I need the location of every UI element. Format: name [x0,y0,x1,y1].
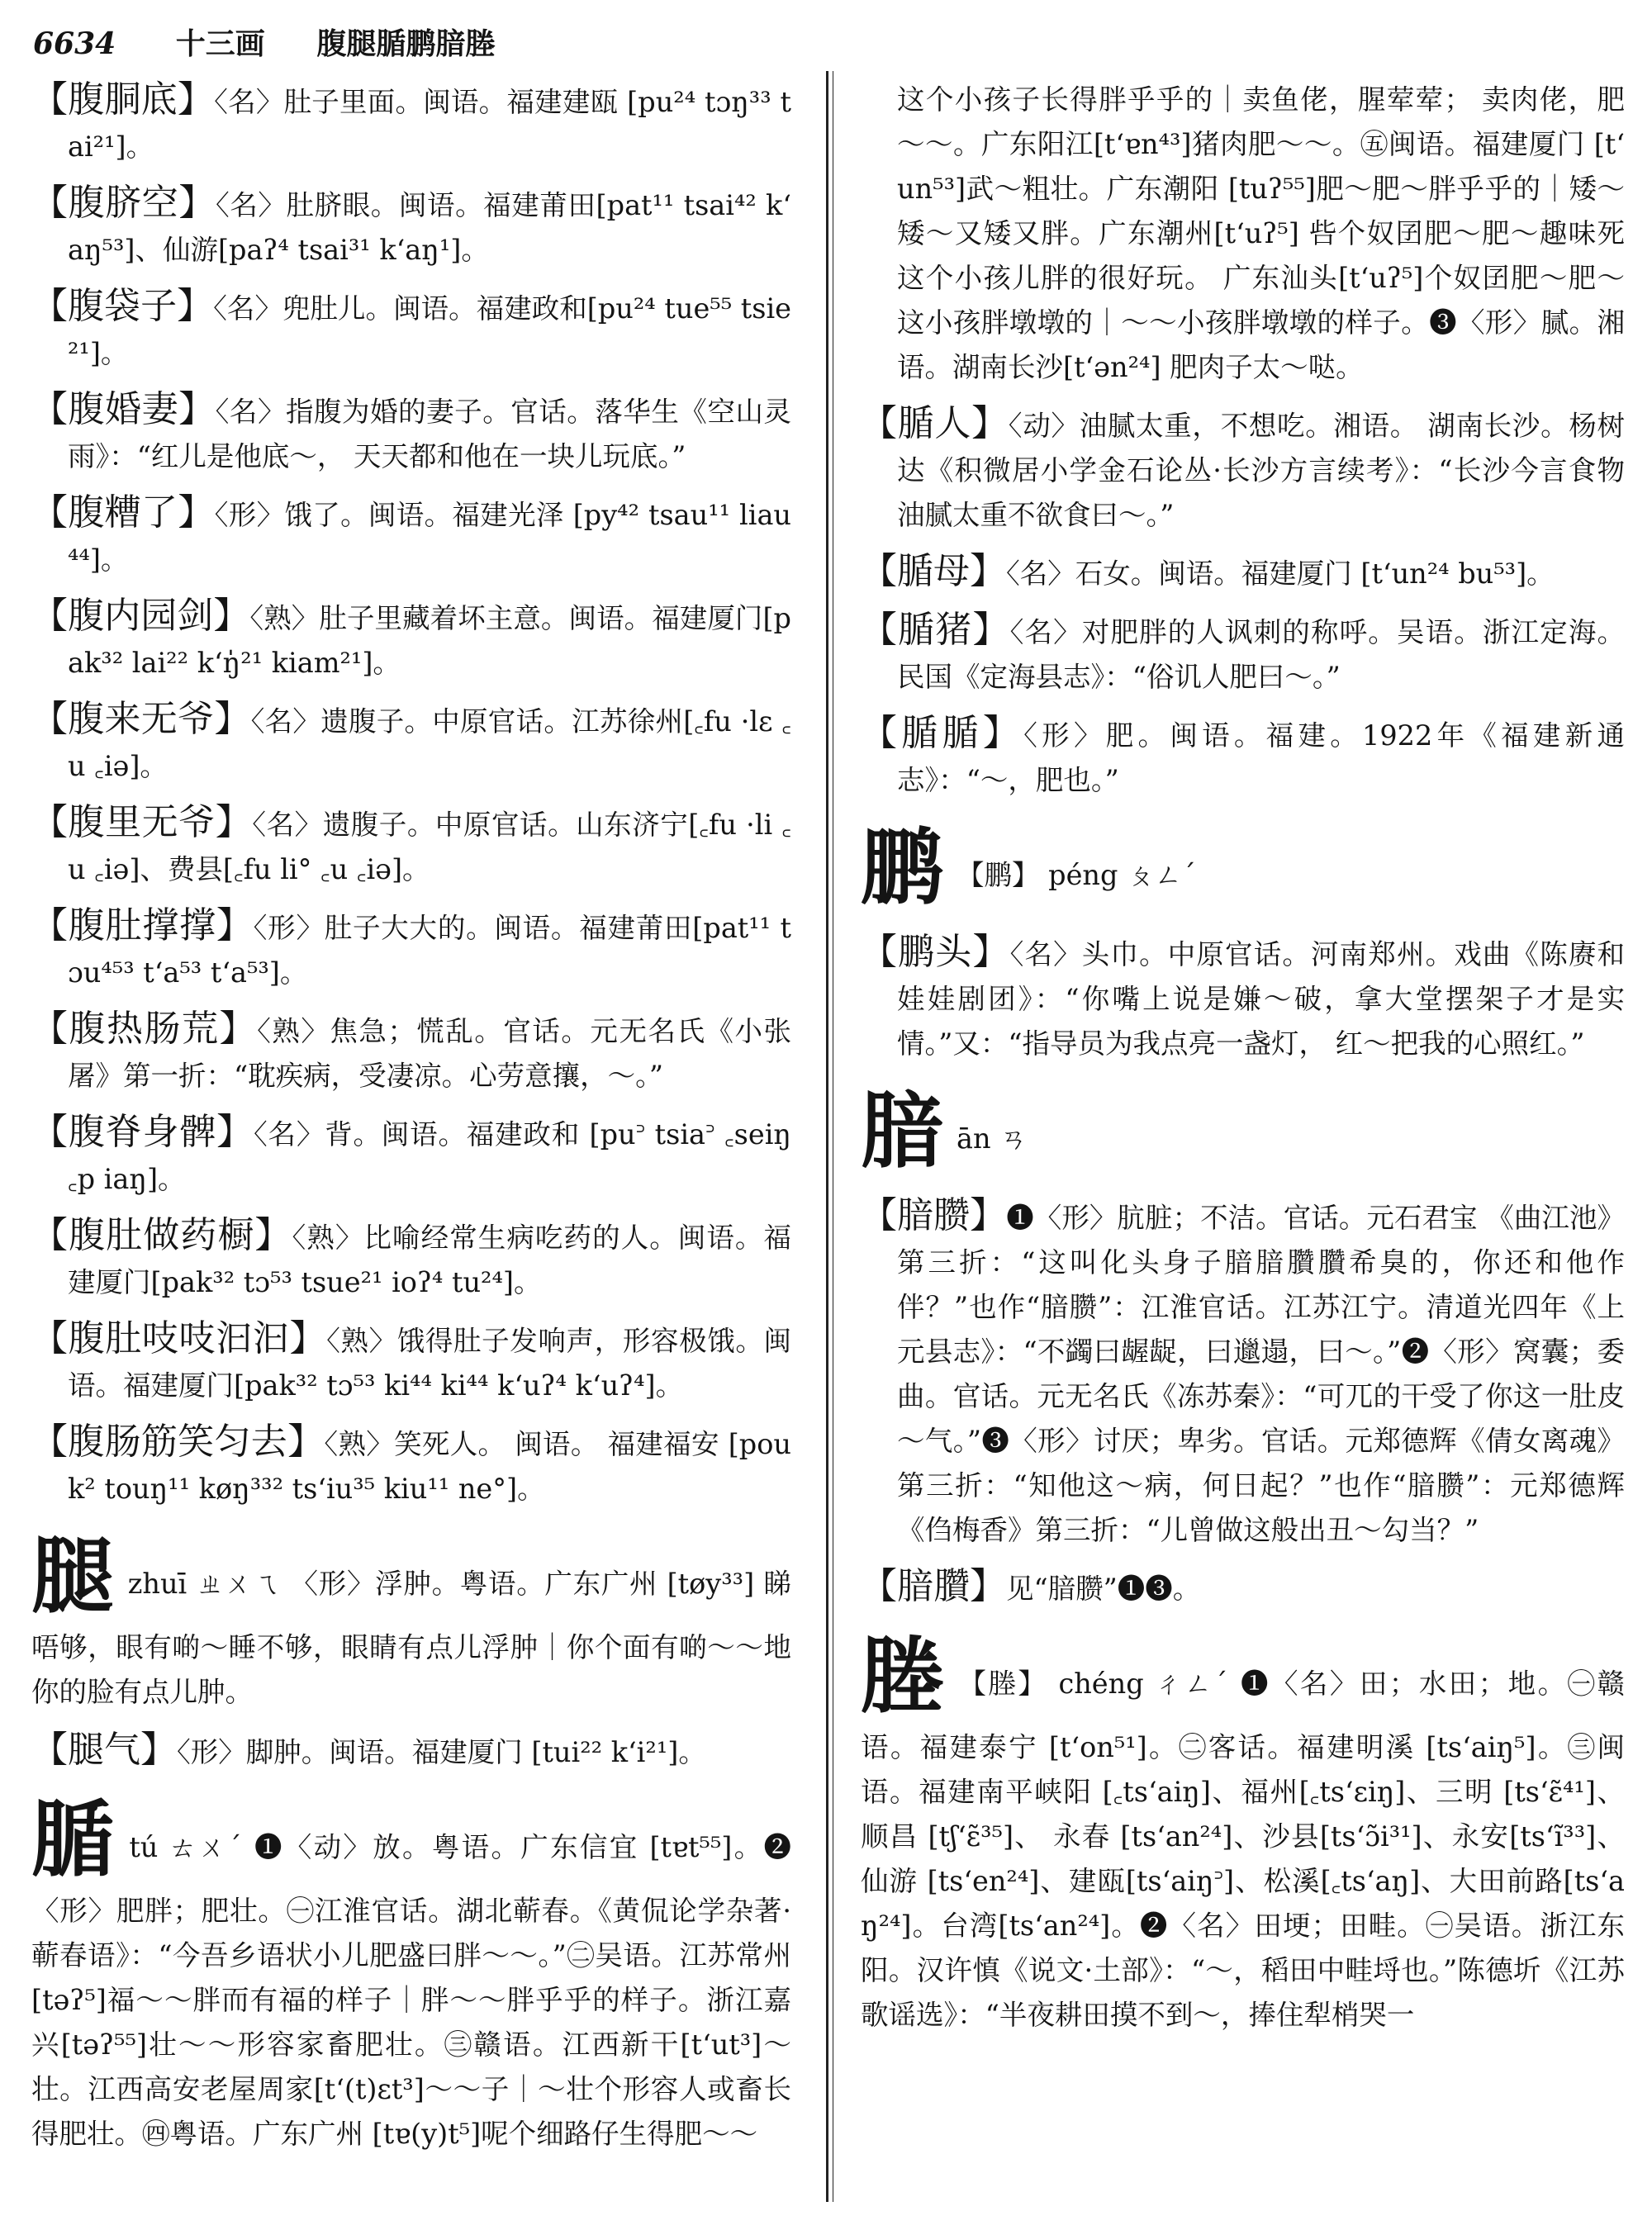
entry-headword: 【腿气】 [31,1729,177,1771]
entry-definition: 〈名〉对肥胖的人讽刺的称呼。吴语。浙江定海。民国《定海县志》：“俗讥人肥曰～。” [897,616,1626,693]
entry-headword: 【鹏头】 [861,931,1010,973]
header-characters: 腹腿腯鹏腤塍 [316,26,496,61]
entry [861,401,1625,538]
character-heading-tu [31,1790,791,2156]
entry [31,1110,791,1202]
entry-definition: 〈熟〉比喻经常生病吃药的人。闽语。福建厦门[pak³² tɔ⁵³ tsue²¹ ioʔ⁴ tu²⁴]。 [68,1222,792,1298]
big-character: 腤 [861,1082,943,1179]
entry [31,800,791,892]
entry [31,284,791,376]
entry-definition: 〈名〉兜肚儿。闽语。福建政和[pu²⁴ tue⁵⁵ tsie²¹]。 [68,292,791,369]
entry [861,711,1625,803]
character-heading-zhui [31,1526,791,1715]
right-column [861,78,1625,2051]
entry [861,1564,1625,1611]
entry-definition: 〈名〉肚子里面。闽语。福建建瓯 [pu²⁴ tɔŋ³³ tai²¹]。 [68,86,792,163]
entry-headword: 【腹肚吱吱汩汩】 [31,1317,327,1359]
entry [31,594,791,686]
character-definition: 【鹏】 péng ㄆㄥˊ [957,859,1196,891]
character-definition: ān ㄢ [957,1122,1028,1155]
continued-text: 这个小孩子长得胖乎乎的｜卖鱼佬，腥荤荤； 卖肉佬，肥～～。广东阳江[tʻɐn⁴³]猪肉肥～～。㊄闽语。福建厦门 [tʻun⁵³]武～粗壮。广东潮阳 [tuʔ⁵⁵]肥～肥～胖乎乎的｜矮～矮～又矮又胖。广东潮州[tʻuʔ⁵] 呰个奴囝肥～肥～趣味死这个小孩儿胖的很好玩。 广东汕头[tʻuʔ⁵]个奴囝肥～肥～这小孩胖墩墩的｜～～小孩胖墩墩的样子。❸〈形〉腻。湘语。湖南长沙[tʻən²⁴] 肥肉子太～哒。 [897,83,1625,383]
entry [31,1213,791,1305]
entry-headword: 【腹里无爷】 [31,801,253,843]
entry [861,930,1625,1066]
entry [31,491,791,582]
entry-headword: 【腹肚撑撑】 [31,904,254,947]
big-character: 鹏 [861,818,943,916]
entry-headword: 【腹肚做药橱】 [31,1214,292,1256]
entry-headword: 【腯母】 [861,550,1006,592]
entry-definition: 〈名〉遗腹子。中原官话。江苏徐州[꜀fu ·lɛ ꜀u ꜀iə]。 [68,705,791,782]
entry-definition: 〈形〉肥。闽语。福建。1922年《福建新通志》：“～，肥也。” [897,719,1625,796]
entry-headword: 【腹婚妻】 [31,388,216,430]
entry-headword: 【腤臜】 [861,1194,1007,1236]
entry [31,1317,791,1408]
entry-headword: 【腹袋子】 [31,285,214,327]
big-character: 塍 [861,1627,946,1725]
entry [861,608,1625,700]
entry [31,904,791,995]
entry-definition: ❶〈形〉肮脏；不洁。官话。元石君宝 《曲江池》第三折：“这叫化头身子腤腤臢臢希臭的，你还和他作伴？”也作“腤臜”：江淮官话。江苏江宁。清道光四年《上元县志》：“不蠲曰龌龊，曰邋遢，曰～。”❷〈形〉窝囊；委曲。官话。元无名氏《冻苏秦》：“可兀的干受了你这一肚皮～气。”❸〈形〉讨厌；卑劣。官话。元郑德辉《倩女离魂》第三折：“知他这～病，何日起？”也作“腤臜”：元郑德辉《㑇梅香》第三折：“儿曾做这般出丑～勾当？” [897,1202,1626,1546]
character-heading-peng [861,818,1625,917]
entry-headword: 【腹脐空】 [31,182,216,224]
entry-definition: 〈熟〉饿得肚子发响声，形容极饿。闽语。福建厦门[pak³² tɔ⁵³ ki⁴⁴ ki⁴⁴ kʻuʔ⁴ kʻuʔ⁴]。 [68,1325,792,1402]
entry-headword: 【腤臢】 [861,1565,1006,1607]
entry-headword: 【腯猪】 [861,609,1010,651]
page-header [33,21,1619,66]
entry-definition: 〈熟〉笑死人。 闽语。 福建福安 [pouk² touŋ¹¹ køŋ³³² tsʻiu³⁵ kiu¹¹ ne°]。 [68,1428,791,1505]
entry-definition: 〈名〉肚脐眼。闽语。福建莆田[pat¹¹ tsai⁴² kʻaŋ⁵³]、仙游[paʔ⁴ tsai³¹ kʻaŋ¹]。 [68,189,791,266]
entry [31,181,791,273]
entry-definition: 〈名〉背。闽语。福建政和 [pu꜄ tsia꜄ ꜀seiŋ ꜀p iaŋ]。 [68,1118,791,1195]
entry-headword: 【腹胴底】 [31,78,215,121]
entry [31,1728,791,1775]
character-definition: 【塍】 chéng ㄔㄥˊ ❶〈名〉田；水田；地。㊀赣语。福建泰宁 [tʻon⁵¹]。㊁客话。福建明溪 [tsʻaiŋ⁵]。㊂闽语。福建南平峡阳 [꜀tsʻaiŋ]、福州[꜀tsʻɛiŋ]、三明 [tsʻɛ̃⁴¹]、 顺昌 [tʃʻɛ̃³⁵]、 永春 [tsʻan²⁴]、沙县[tsʻɔ̃i³¹]、永安[tsʻĩ³³]、仙游 [tsʻen²⁴]、建瓯[tsʻaiŋ꜄]、松溪[꜀tsʻaŋ]、大田前路[tsʻaŋ²⁴]。台湾[tsʻan²⁴]。❷〈名〉田埂；田畦。㊀吴语。浙江东阳。汉许慎《说文·土部》：“～，稻田中畦埒也。”陈德圻《江苏歌谣选》：“半夜耕田摸不到～，捧住犁梢哭一 [861,1668,1625,2031]
character-heading-cheng [861,1626,1625,2038]
entry-headword: 【腯人】 [861,402,1009,444]
entry [861,1193,1625,1553]
entry-headword: 【腹来无爷】 [31,698,251,740]
entry-definition: 〈形〉脚肿。闽语。福建厦门 [tui²² kʻi²¹]。 [177,1736,706,1768]
entry-definition: 〈名〉石女。闽语。福建厦门 [tʻun²⁴ bu⁵³]。 [1006,558,1555,590]
entry-definition: 见“腤臜”❶❸。 [1006,1573,1201,1605]
entry-headword: 【腹内园剑】 [31,595,250,637]
character-definition: tú ㄊㄨˊ ❶〈动〉放。粤语。广东信宜 [tɐt⁵⁵]。❷〈形〉肥胖；肥壮。㊀江淮官话。湖北蕲春。《黄侃论学杂著·蕲春语》：“今吾乡语状小儿肥盛曰胖～～。”㊁吴语。江苏常州[təʔ⁵]福～～胖而有福的样子｜胖～～胖乎乎的样子。浙江嘉兴[təʔ⁵⁵]壮～～形容家畜肥壮。㊂赣语。江西新干[tʻut³]～壮。江西高安老屋周家[tʻ(t)ɛt³]～～子｜～壮个形容人或畜长得肥壮。㊃粤语。广东广州 [tɐ(y)t⁵]呢个细路仔生得肥～～ [31,1831,791,2150]
character-heading-an [861,1081,1625,1180]
entry [31,1420,791,1511]
entry-definition: 〈形〉饿了。闽语。福建光泽 [py⁴² tsau¹¹ liau⁴⁴]。 [68,499,792,576]
entry [31,78,791,169]
character-definition: zhuī ㄓㄨㄟ 〈形〉浮肿。粤语。广东广州 [tøy³³] 睇唔够，眼有啲～睡不够，眼睛有点儿浮肿｜你个面有啲～～地你的脸有点儿肿。 [31,1568,792,1708]
entry-definition: 〈名〉指腹为婚的妻子。官话。落华生《空山灵雨》：“红儿是他底～， 天天都和他在一块儿玩底。” [68,396,792,472]
entry [31,1007,791,1098]
entry-definition: 〈名〉头巾。中原官话。河南郑州。戏曲《陈赓和娃娃剧团》：“你嘴上说是嫌～破，拿大堂摆架子才是实情。”又：“指导员为我点亮一盏灯， 红～把我的心照红。” [897,938,1626,1060]
entry-headword: 【腹肠筋笑匀去】 [31,1421,325,1463]
left-column [31,78,791,2170]
entry-headword: 【腹热肠荒】 [31,1008,258,1050]
section-label: 十三画 [175,26,265,61]
column-divider [826,71,828,2202]
entry [861,549,1625,596]
entry-headword: 【腯腯】 [861,712,1024,754]
page-number: 6634 [33,26,116,61]
entry-headword: 【腹糟了】 [31,491,215,534]
entry-definition: 〈动〉油腻太重，不想吃。湘语。 湖南长沙。杨树达《积微居小学金石论丛·长沙方言续考》：“长沙今言食物油腻太重不欲食曰～。” [897,410,1626,531]
entry [31,697,791,789]
entry-definition: 〈熟〉焦急；慌乱。官话。元无名氏《小张屠》第一折：“耽疾病，受凄凉。心劳意攘，～。” [68,1015,791,1092]
entry-definition: 〈形〉肚子大大的。闽语。福建莆田[pat¹¹ tɔu⁴⁵³ tʻa⁵³ tʻa⁵³]。 [68,912,792,989]
entry [31,387,791,479]
big-character: 腿 [31,1527,115,1625]
big-character: 腯 [31,1791,116,1888]
entry-headword: 【腹脊身髀】 [31,1111,254,1153]
entry-definition: 〈名〉遗腹子。中原官话。山东济宁[꜀fu ·li ꜀u ꜀iə]、费县[꜀fu li° ꜀u ꜀iə]。 [68,809,792,885]
entry-definition: 〈熟〉肚子里藏着坏主意。闽语。福建厦门[pak³² lai²² kʻŋ̍²¹ kiam²¹]。 [68,602,792,679]
